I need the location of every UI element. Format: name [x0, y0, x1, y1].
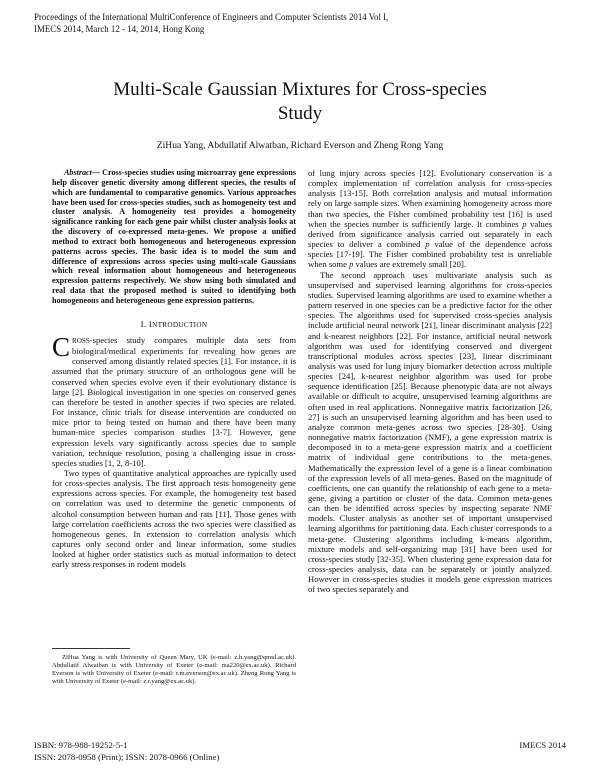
- header-line-2: IMECS 2014, March 12 - 14, 2014, Hong Kong: [34, 23, 205, 34]
- header-line-1: Proceedings of the International MultiConference of Engineers and Computer Scientists 2014 Vol I,: [34, 12, 389, 22]
- right-p1-a: of lung injury across species [12]. Evolutionary conservation is a complex implementation of correlation analysis for cross-species analysis [13-15]. Both correlation analysis and mutual information rely on large sample sizes. When examining homogeneity across more than two species, the Fisher combined probability test [16] is used when the species number is sufficiently large. It combines: [308, 168, 552, 229]
- intro-paragraph-2: Two types of quantitative analytical approaches are typically used for cross-species analysis. The first approach tests homogeneity gene expressions across species. For example, the homogeneity test based on correlation was used to determine the genetic components of alcohol consumption between human and rats [11]. Those genes with large correlation coefficients across the two species were classified as homogeneous genes. In extension to correlation analysis which captures only second order and linear information, some studies looked at higher order statistics such as mutual information to detect early stress responses in rodent models: [52, 468, 296, 570]
- conference-footer: IMECS 2014: [519, 740, 566, 750]
- proceedings-header: [34, 12, 554, 35]
- paper-title: [60, 78, 540, 126]
- issn-line: ISSN: 2078-0958 (Print); ISSN: 2078-0966 (Online): [34, 751, 220, 762]
- section-number: I.: [140, 318, 147, 329]
- left-column: [52, 168, 296, 570]
- isbn-line: ISBN: 978-988-19252-5-1: [34, 740, 128, 750]
- section-heading-introduction: [52, 319, 296, 330]
- italic-p-3: p: [349, 259, 354, 270]
- right-paragraph-2: The second approach uses multivariate analysis such as unsupervised and supervised learning algorithms for cross-species studies. Supervised learning algorithms are used to examine whether a pattern reserved in one species can be a predictive factor for the other species. The algorithms used for supervised cross-species analysis include artificial neural network [21], linear discriminant analysis [22] and k-nearest neighbors [22]. For instance, artificial neural network algorithm was used for identifying conserved and divergent transcriptional modules across species [23], linear discriminant analysis was used for lung injury biomarker detection across multiple species [24], k-nearest neighbor algorithm was used for probe sequence identification [25]. Because phenotypic data are not always available or difficult to acquire, unsupervised learning algorithms are often used in real applications. Nonnegative matrix factorization [26, 27] is such an unsupervised learning algorithm and has been used to analyze common meta-genes across two species [28-30]. Using nonnegative matrix factorization (NMF), a gene expression matrix is decomposed in to a meta-gene expression matrix and a coefficient matrix of individual gene contributions to the meta-genes. Mathematically the expression level of a gene is a linear combination of the expression levels of all meta-genes. Based on the magnitude of coefficients, one can quantify the relationship of each gene to a meta-gene, giving a partition or cluster of the data. Common meta-genes can then be identified across species by inspecting separate NMF models. Cluster analysis as another set of important unsupervised learning algorithms for partitioning data. Each cluster corresponds to a meta-gene. Clustering algorithms including k-means algorithm, mixture models and self-organizing map [31] have been used for cross-species study [32-35]. When clustering gene expression data for cross-species analysis, data can be separately or jointly analyzed. However in cross-species studies it models gene expression matrices of two species separately and: [308, 269, 552, 595]
- italic-p-2: p: [425, 239, 430, 250]
- title-line-1: Multi-Scale Gaussian Mixtures for Cross-species: [113, 79, 487, 100]
- abstract-text: Cross-species studies using microarray gene expressions help discover genetic diversity among different species, the results of which are fundamental to comparative genomics. Various approaches have been used for cross-species studies, such as homogeneity test and cluster analysis. A homogeneity test provides a homogeneity significance ranking for each gene pair whilst cluster analysis looks at the discovery of co-expressed meta-genes. We propose a unified method to extract both homogeneous and heterogeneous expression patterns across species. The basic idea is to model the sum and difference of expressions across species using multi-scale Gaussians which reveal information about homogeneous and heterogeneous expression patterns respectively. We show using both simulated and real data that the proposed method is suited to identifying both homogeneous and heterogeneous gene expression patterns.: [52, 168, 296, 305]
- intro-paragraph-1: [52, 331, 296, 468]
- footnote-rule: [52, 648, 130, 649]
- intro-p1-text: -species study compares multiple data sets from biological/medical experiments for revealing how genes are conserved among distantly related species [1]. For instance, it is assumed that the primary structure of an orthologous gene will be conserved when species evolve even if their evolutionary distance is large [2]. Biological investigation in one species on conserved genes can therefore be tested in another species if two species are related. For instance, clinic trials for disease intervention are conducted on mice prior to being tested on human and there have been many human-mice species comparison studies [3-7]. However, gene expression levels vary significantly across species due to sample variation, technique resolution, posing a challenging issue in cross-species studies [1, 2, 8-10].: [52, 334, 296, 468]
- right-p1-d: values are extremely small [20].: [353, 259, 466, 270]
- abstract: [52, 168, 296, 306]
- small-caps-lead: ROSS: [72, 336, 90, 345]
- right-p1-b: values derived from significance analysis carried out separately in each species to deliver a combined: [308, 218, 552, 250]
- author-list: ZiHua Yang, Abdullatif Alwatban, Richard Everson and Zheng Rong Yang: [156, 140, 444, 151]
- abstract-label: Abstract: [64, 168, 92, 177]
- right-paragraph-1: [308, 168, 552, 270]
- italic-p-1: p: [522, 218, 527, 229]
- section-title-first: I: [148, 318, 153, 329]
- section-title-rest: NTRODUCTION: [152, 320, 208, 329]
- right-p1-c: value of the dependence across species [17-19]. The Fisher combined probability test is unreliable when some: [308, 239, 552, 270]
- title-line-2: Study: [277, 103, 323, 124]
- isbn-block: [34, 740, 219, 763]
- abstract-dash: —: [91, 168, 103, 177]
- author-footnote: [52, 654, 296, 686]
- drop-cap: C: [52, 331, 71, 362]
- footnote-text: ZiHua Yang is with University of Queen Mary, UK (e-mail: z.h.yang@qmul.ac.uk). Abdullatif Alwatban is with University of Exeter (e-mail: ma220@ex.ac.uk). Richard Everson is with University of Exeter (e-mail: r.m.everson@ex.ac.uk). Zheng Rong Yang is with University of Exeter (e-mail: z.r.yang@ex.ac.uk).: [52, 654, 296, 685]
- right-column: [308, 168, 552, 595]
